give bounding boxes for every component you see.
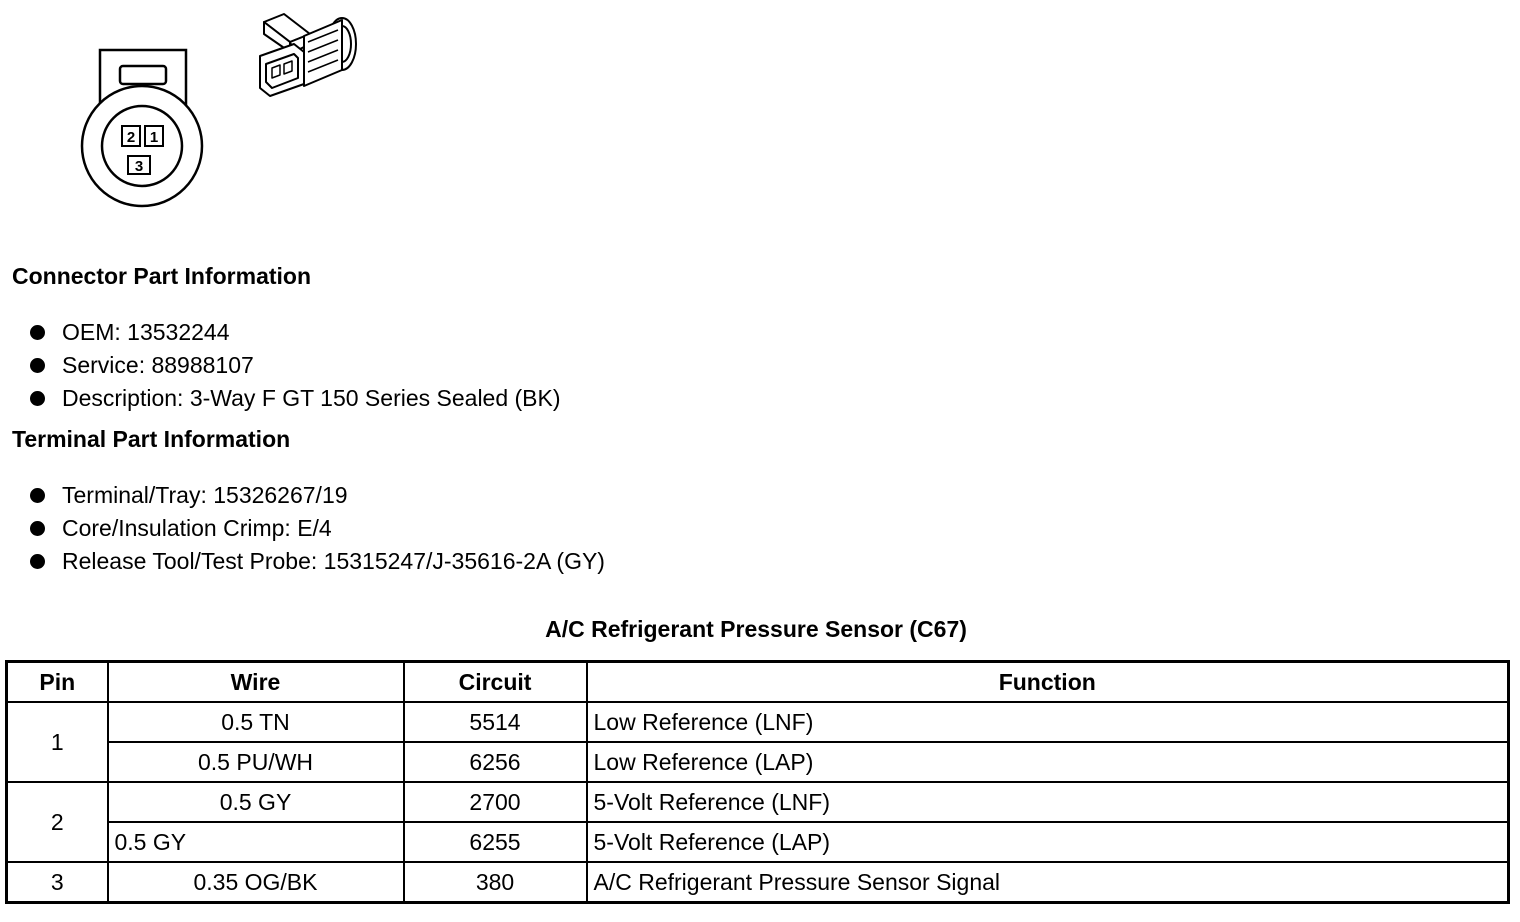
list-item	[30, 349, 561, 382]
connector-info-title: Connector Part Information	[12, 263, 312, 289]
function-cell: A/C Refrigerant Pressure Sensor Signal	[587, 862, 1509, 903]
function-cell: Low Reference (LNF)	[587, 702, 1509, 742]
cavity-label: 2	[126, 129, 136, 146]
list-item-text: OEM: 13532244	[62, 319, 230, 345]
list-item	[30, 512, 605, 545]
list-item-text: Core/Insulation Crimp: E/4	[62, 515, 332, 541]
connector-3d-illustration	[254, 12, 364, 98]
list-item-text: Release Tool/Test Probe: 15315247/J-35616-2A (GY)	[62, 548, 605, 574]
connector-face-diagram	[76, 46, 208, 214]
function-cell: 5-Volt Reference (LAP)	[587, 822, 1509, 862]
terminal-info-title: Terminal Part Information	[12, 426, 291, 452]
cavity-1	[145, 126, 163, 146]
cavity-label: 1	[149, 129, 159, 146]
table-header-row	[7, 662, 1509, 703]
table-row	[7, 822, 1509, 862]
list-item	[30, 316, 561, 349]
list-item	[30, 479, 605, 512]
table-row	[7, 742, 1509, 782]
bullet-icon	[30, 488, 45, 503]
pin-cell: 3	[7, 862, 108, 903]
header-function: Function	[587, 662, 1509, 703]
wire-cell: 0.5 GY	[108, 782, 404, 822]
wire-cell: 0.5 PU/WH	[108, 742, 404, 782]
circuit-cell: 6256	[404, 742, 587, 782]
wire-cell: 0.5 TN	[108, 702, 404, 742]
pinout-table	[5, 660, 1510, 904]
function-cell: 5-Volt Reference (LNF)	[587, 782, 1509, 822]
list-item	[30, 545, 605, 578]
header-wire: Wire	[108, 662, 404, 703]
list-item	[30, 382, 561, 415]
circuit-cell: 2700	[404, 782, 587, 822]
pin-cell: 1	[7, 702, 108, 782]
table-row	[7, 782, 1509, 822]
pin-cell: 2	[7, 782, 108, 862]
list-item-text: Service: 88988107	[62, 352, 254, 378]
bullet-icon	[30, 325, 45, 340]
function-cell: Low Reference (LAP)	[587, 742, 1509, 782]
terminal-info-list	[30, 479, 605, 578]
connector-info-list	[30, 316, 561, 415]
cavity-2	[122, 126, 140, 146]
wire-cell: 0.35 OG/BK	[108, 862, 404, 903]
cavity-label: 3	[134, 158, 144, 175]
list-item-text: Terminal/Tray: 15326267/19	[62, 482, 348, 508]
circuit-cell: 5514	[404, 702, 587, 742]
circuit-cell: 6255	[404, 822, 587, 862]
circuit-cell: 380	[404, 862, 587, 903]
bullet-icon	[30, 358, 45, 373]
bullet-icon	[30, 554, 45, 569]
list-item-text: Description: 3-Way F GT 150 Series Sealed (BK)	[62, 385, 561, 411]
table-title: A/C Refrigerant Pressure Sensor (C67)	[545, 616, 967, 642]
wire-cell: 0.5 GY	[108, 822, 404, 862]
bullet-icon	[30, 391, 45, 406]
bullet-icon	[30, 521, 45, 536]
header-pin: Pin	[7, 662, 108, 703]
table-row	[7, 862, 1509, 903]
table-row	[7, 702, 1509, 742]
header-circuit: Circuit	[404, 662, 587, 703]
cavity-3	[128, 156, 150, 175]
